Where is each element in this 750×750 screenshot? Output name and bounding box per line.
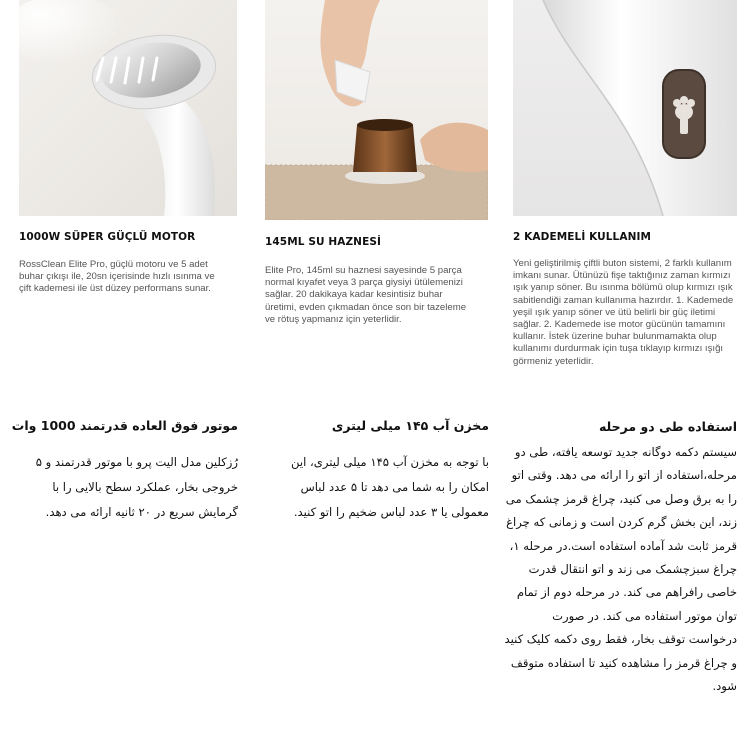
water-tank-photo — [265, 0, 488, 220]
water-tank-title-fa: مخزن آب ۱۴۵ میلی لیتری — [331, 418, 489, 433]
control-button-photo — [513, 0, 737, 216]
water-tank-description-fa: با توجه به مخزن آب ۱۴۵ میلی لیتری، این امکان را به شما می دهد تا ۵ عدد لباس معمولی یا ۳ عدد لباس ضخیم را اتو کنید. — [291, 455, 489, 519]
steamer-head-photo — [19, 0, 237, 216]
water-tank-title-tr: 145ML SU HAZNESİ — [265, 236, 382, 248]
motor-title-tr: 1000W SÜPER GÜÇLÜ MOTOR — [19, 231, 196, 243]
water-tank-description-tr: Elite Pro, 145ml su haznesi sayesinde 5 parça normal kıyafet veya 3 parça giysiyi ütülemenizi sağlar. 20 dakikaya kadar kesintisiz buhar üretimi, evden çıkmadan önce son bir tazeleme ve rötuş yapmanız için yeterlidir. — [265, 265, 467, 325]
two-stage-description-fa: سیستم دکمه دوگانه جدید توسعه یافته، طی دو مرحله،استفاده از اتو را ارائه می دهد. وقتی اتو را به برق وصل می کنید، چراغ قرمز چشمک می زند، این بخش گرم کردن است و زمانی که چراغ قرمز ثابت شد آماده استفاده است.در مرحله ۱، چراغ سبزچشمک می زند و اتو انتقال قدرت خاصی رافراهم می کند. در مرحله دوم از تمام توان موتور استفاده می کند. در صورت درخواست توقف بخار، فقط روی دکمه کلیک کنید و چراغ قرمز را مشاهده کنید تا استفاده متوقف شود. — [504, 445, 737, 694]
two-stage-title-tr: 2 KADEMELİ KULLANIM — [513, 231, 652, 243]
two-stage-description-tr: Yeni geliştirilmiş çiftli buton sistemi, 2 farklı kullanım imkanı sunar. Ütünüzü fişe taktığınız zaman kırmızı ışık yanıp söner. Bu ısınma bölümü olup kırmızı ışık sabitlendiği zaman kullanıma hazırdır. 1. Kademede yeşil ışık yanıp söner ve ütü belirli bir güç iletimi sağlar. 2. Kademede ise motor gücünün tamamını kullanır. İstek üzerine buhar bulunmamakta olup kullanımı durdurmak için tuşa tıklayıp kırmızı ışığı görmeniz yeterlidir. — [513, 258, 734, 367]
motor-description-tr: RossClean Elite Pro, güçlü motoru ve 5 adet buhar çıkışı ile, 20sn içerisinde hızlı ısınma ve çift kademesi ile üst düzey performans sunar. — [19, 259, 215, 295]
two-stage-title-fa: استفاده طی دو مرحله — [598, 419, 737, 434]
motor-title-fa: موتور فوق العاده قدرتمند 1000 وات — [11, 418, 238, 433]
motor-description-fa: رُزکلین مدل الیت پرو با موتور قدرتمند و ۵ خروجی بخار، عملکرد سطح بالایی را با گرمایش سریع در ۲۰ ثانیه ارائه می دهد. — [35, 455, 238, 519]
